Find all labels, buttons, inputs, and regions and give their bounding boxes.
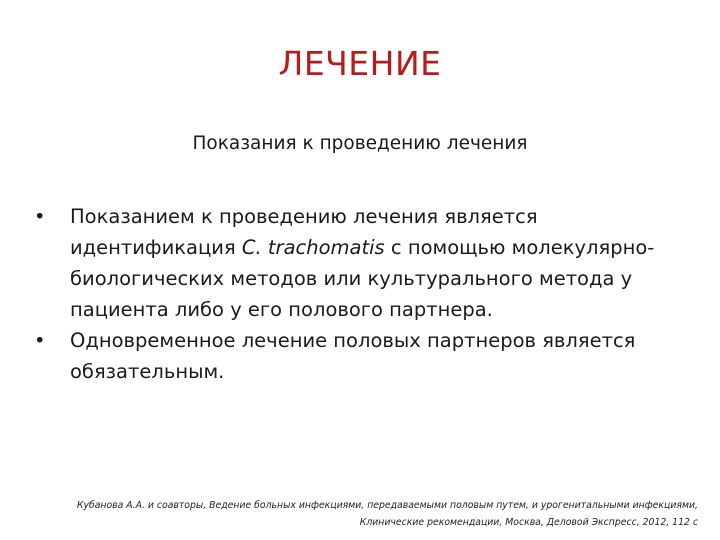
bullet-text-part: Показанием к проведению лечения является идентификация [70, 205, 538, 259]
bullet-text: Одновременное лечение половых партнеров является обязательным. [70, 329, 636, 383]
slide-title: ЛЕЧЕНИЕ [278, 44, 442, 83]
pathogen-name: C. trachomatis [241, 236, 385, 259]
bullet-list [32, 201, 672, 387]
reference-citation: Кубанова А.А. и соавторы, Ведение больных инфекциями, передаваемыми половым путем, и урогенитальными инфекциями, Клинические рекомендации, Москва, Деловой Экспресс, 2012, 112 с [76, 500, 698, 528]
bullet-item-indication [32, 201, 672, 325]
bullet-item-partners [32, 325, 672, 387]
bullet-text-part: с помощью молекулярно-биологических методов или культурального метода у пациента либо у его полового партнера. [70, 236, 655, 321]
slide-subtitle: Показания к проведению лечения [192, 133, 528, 154]
